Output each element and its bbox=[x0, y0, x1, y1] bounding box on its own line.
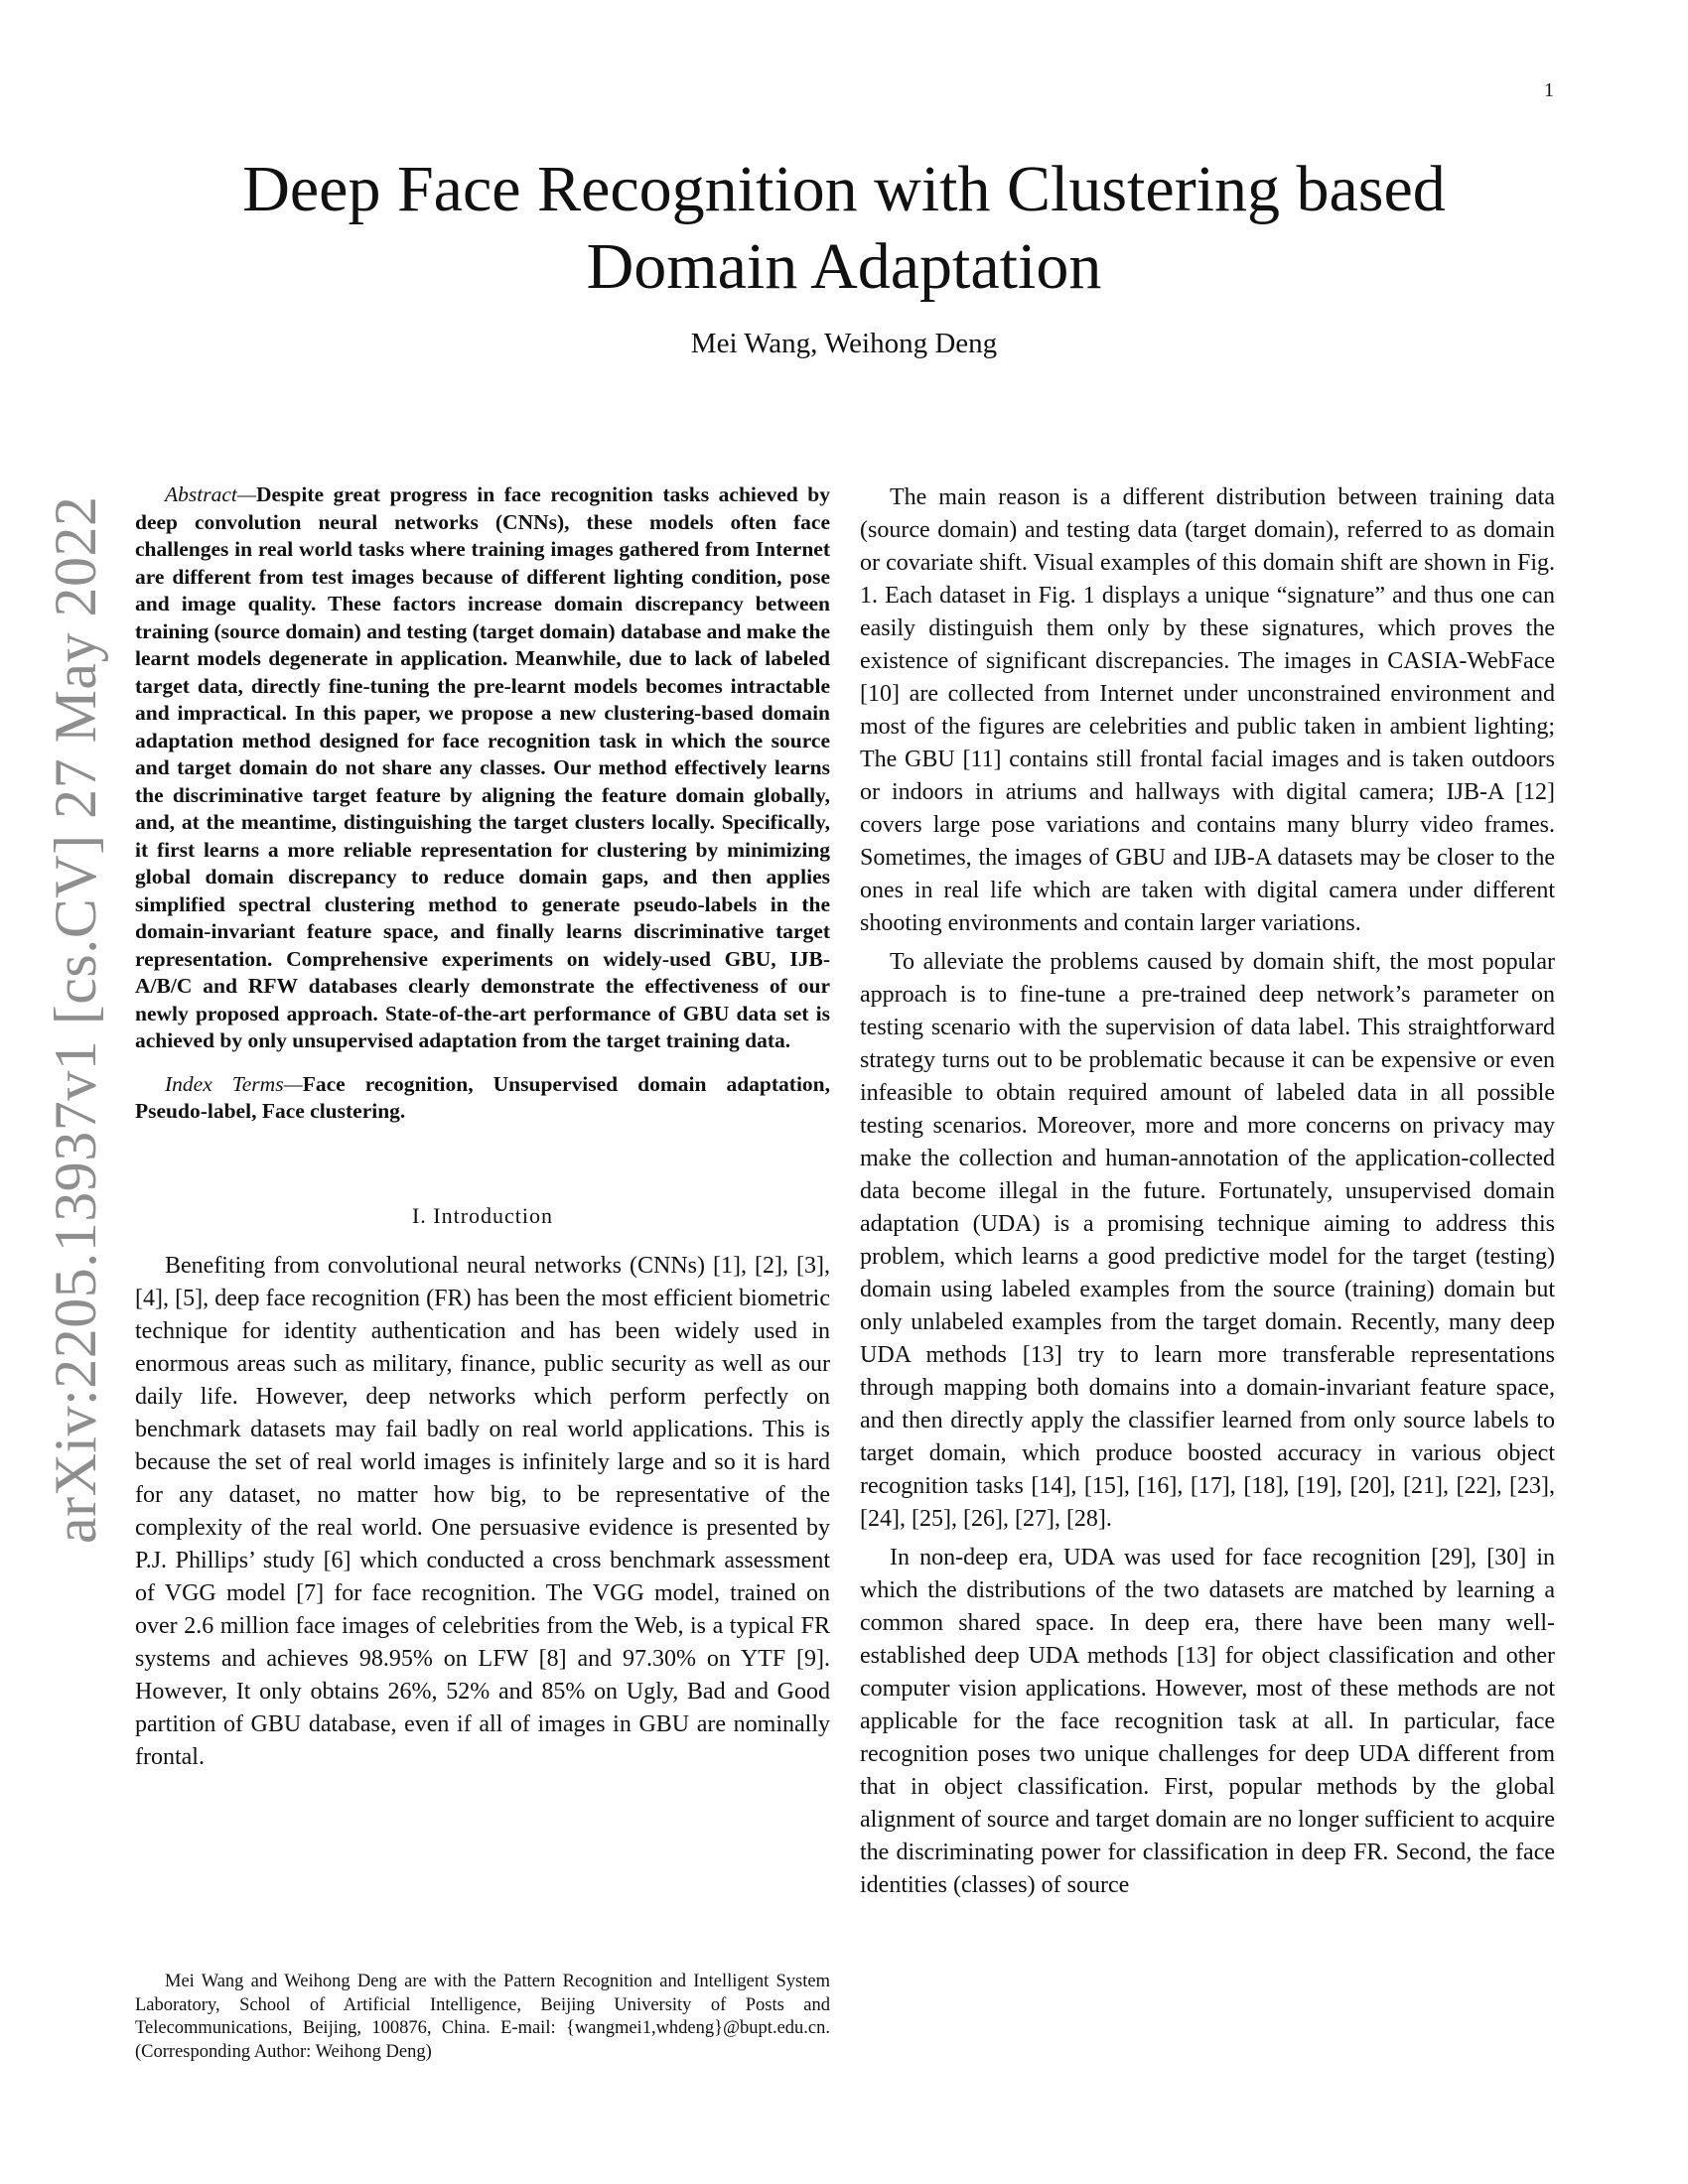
index-terms bbox=[135, 1071, 830, 1126]
author-affiliation-footnote: Mei Wang and Weihong Deng are with the Pattern Recognition and Intelligent System Laboratory, School of Artificial Intelligence, Beijing University of Posts and Telecommunications, Beijing, 100876, China. E-mail: {wangmei1,whdeng}@bupt.edu.cn. (Corresponding Author: Weihong Deng) bbox=[135, 1972, 830, 2062]
abstract-label: Abstract— bbox=[165, 482, 256, 506]
paper-title: Deep Face Recognition with Clustering based Domain Adaptation bbox=[242, 153, 1446, 303]
abstract-text: Despite great progress in face recognition tasks achieved by deep convolution neural networks (CNNs), these models often face challenges in real world tasks where training images gathered from Internet are different from test images because of different lighting condition, pose and image quality. These factors increase domain discrepancy between training (source domain) and testing (target domain) database and make the learnt models degenerate in application. Meanwhile, due to lack of labeled target data, directly fine-tuning the pre-learnt models becomes intractable and impractical. In this paper, we propose a new clustering-based domain adaptation method designed for face recognition task in which the source and target domain do not share any classes. Our method effectively learns the discriminative target feature by aligning the feature domain globally, and, at the meantime, distinguishing the target clusters locally. Specifically, it first learns a more reliable representation for clustering by minimizing global domain discrepancy to reduce domain gaps, and then applies simplified spectral clustering method to generate pseudo-labels in the domain-invariant feature space, and finally learns discriminative target representation. Comprehensive experiments on widely-used GBU, IJB-A/B/C and RFW databases clearly demonstrate the effectiveness of our newly proposed approach. State-of-the-art performance of GBU data set is achieved by only unsupervised adaptation from the target training data. bbox=[135, 482, 830, 1052]
intro-paragraph-2: The main reason is a different distribution between training data (source domain) and testing data (target domain), referred to as domain or covariate shift. Visual examples of this domain shift are shown in Fig. 1. Each dataset in Fig. 1 displays a unique “signature” and thus one can easily distinguish them only by these signatures, which proves the existence of significant discrepancies. The images in CASIA-WebFace [10] are collected from Internet under unconstrained environment and most of the figures are celebrities and public taken in ambient lighting; The GBU [11] contains still frontal facial images and is taken outdoors or indoors in atriums and hallways with digital camera; IJB-A [12] covers large pose variations and contains many blurry video frames. Sometimes, the images of GBU and IJB-A datasets may be closer to the ones in real life which are taken with digital camera under different shooting environments and contain larger variations. bbox=[860, 484, 1555, 936]
intro-paragraph-4: In non-deep era, UDA was used for face recognition [29], [30] in which the distributions of the two datasets are matched by learning a common shared space. In deep era, there have been many well-established deep UDA methods [13] for object classification and other computer vision applications. However, most of these methods are not applicable for the face recognition task at all. In particular, face recognition poses two unique challenges for deep UDA different from that in object classification. First, popular methods by the global alignment of source and target domain are no longer sufficient to acquire the discriminating power for classification in deep FR. Second, the face identities (classes) of source bbox=[860, 1545, 1555, 1898]
right-column bbox=[860, 481, 1555, 1902]
arxiv-identifier-stamp: arXiv:2205.13937v1 [cs.CV] 27 May 2022 bbox=[43, 495, 108, 1544]
left-column bbox=[135, 481, 830, 1774]
abstract bbox=[135, 481, 830, 1055]
index-terms-label: Index Terms— bbox=[165, 1071, 303, 1096]
index-terms-text: Face recognition, Unsupervised domain adaptation, Pseudo-label, Face clustering. bbox=[135, 1071, 830, 1123]
page-number: 1 bbox=[1544, 79, 1554, 101]
intro-paragraph-1: Benefiting from convolutional neural networks (CNNs) [1], [2], [3], [4], [5], deep face recognition (FR) has been the most efficient biometric technique for identity authentication and has been widely used in enormous areas such as military, finance, public security as well as our daily life. However, deep networks which perform perfectly on benchmark datasets may fail badly on real world applications. This is because the set of real world images is infinitely large and so it is hard for any dataset, no matter how big, to be representative of the complexity of the real world. One persuasive evidence is presented by P.J. Phillips’ study [6] which conducted a cross benchmark assessment of VGG model [7] for face recognition. The VGG model, trained on over 2.6 million face images of celebrities from the Web, is a typical FR systems and achieves 98.95% on LFW [8] and 97.30% on YTF [9]. However, It only obtains 26%, 52% and 85% on Ugly, Bad and Good partition of GBU database, even if all of images in GBU are nominally frontal. bbox=[135, 1252, 830, 1770]
intro-paragraph-3: To alleviate the problems caused by domain shift, the most popular approach is to fine-tune a pre-trained deep network’s parameter on testing scenario with the supervision of data label. This straightforward strategy turns out to be problematic because it can be expensive or even infeasible to obtain required amount of labeled data in all possible testing scenarios. Moreover, more and more concerns on privacy may make the collection and human-annotation of the application-collected data become illegal in the future. Fortunately, unsupervised domain adaptation (UDA) is a promising technique aiming to address this problem, which learns a good predictive model for the target (testing) domain using labeled examples from the source (training) domain but only unlabeled examples from the target domain. Recently, many deep UDA methods [13] try to learn more transferable representations through mapping both domains into a domain-invariant feature space, and then directly apply the classifier learned from only source labels to target domain, which produce boosted accuracy in various object recognition tasks [14], [15], [16], [17], [18], [19], [20], [21], [22], [23], [24], [25], [26], [27], [28]. bbox=[860, 949, 1555, 1532]
section-heading-introduction: I. Introduction bbox=[411, 1202, 554, 1228]
paper-authors: Mei Wang, Weihong Deng bbox=[690, 328, 998, 359]
